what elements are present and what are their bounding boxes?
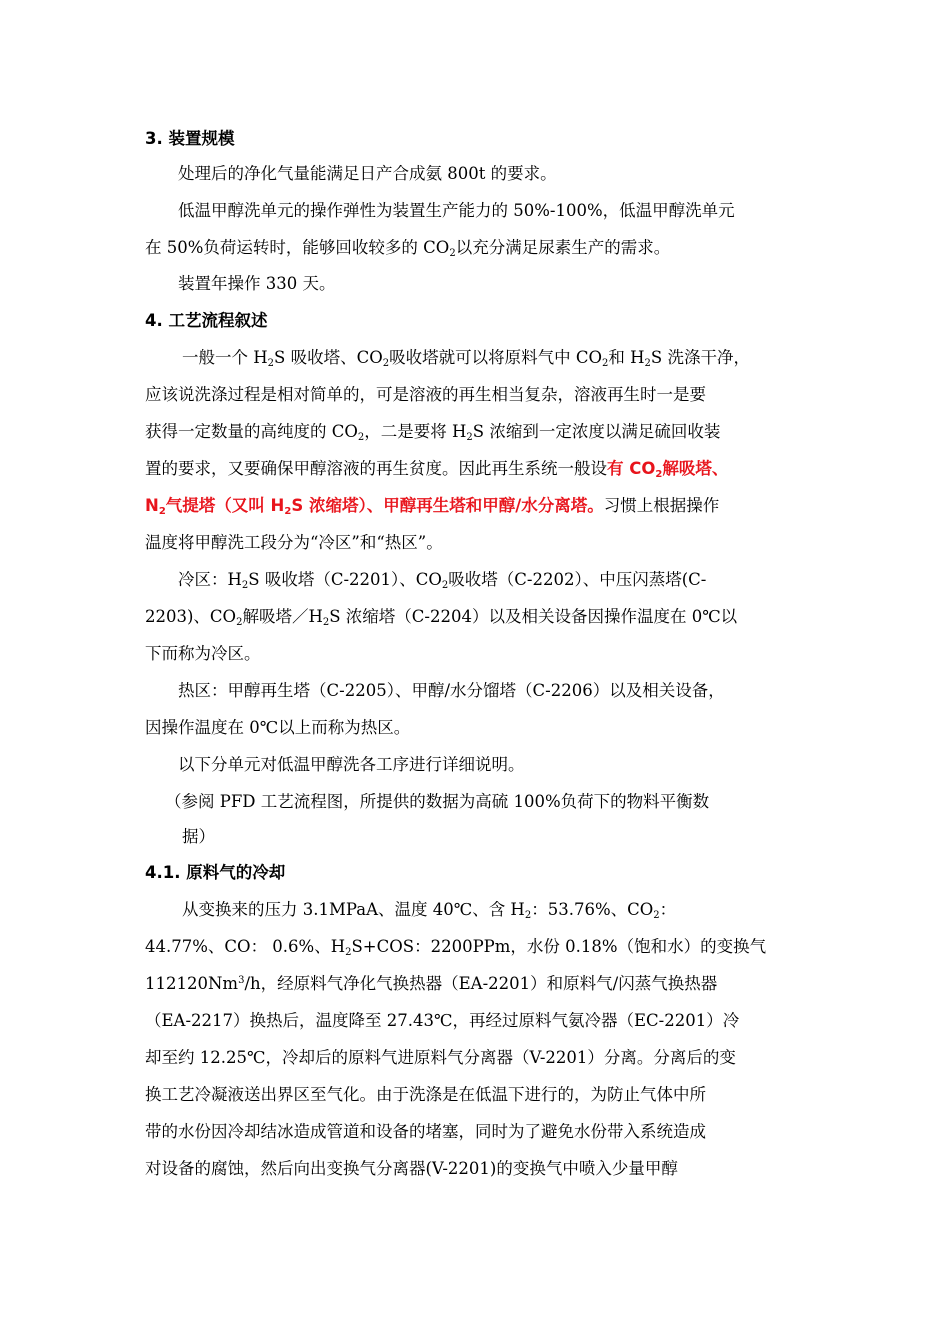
section-4-heading: 4. 工艺流程叙述 — [145, 311, 268, 330]
paragraph-line: 带的水份因冷却结冰造成管道和设备的堵塞，同时为了避免水份带入系统造成 — [145, 1122, 706, 1141]
highlight-text: $N_2$气提塔（又叫 $H_2S$ 浓缩塔）、甲醇再生塔和甲醇/水分离塔。 — [145, 496, 604, 517]
paragraph-line: 温度将甲醇洗工段分为“冷区”和“热区”。 — [145, 533, 443, 552]
hot-zone-line: 因操作温度在 0℃以上而称为热区。 — [145, 718, 411, 737]
paragraph-line: 对设备的腐蚀，然后向出变换气分离器(V-2201)的变换气中喷入少量甲醇 — [145, 1159, 678, 1178]
paragraph-line: 在 50%负荷运转时，能够回收较多的 $CO_2$以充分满足尿素生产的需求。 — [145, 238, 671, 259]
paragraph-line: 换工艺冷凝液送出界区至气化。由于洗涤是在低温下进行的，为防止气体中所 — [145, 1085, 706, 1104]
paragraph-line: 从变换来的压力 3.1MPaA、温度 40℃、含 $H_2$：53.76%、$CO_2$： — [182, 900, 677, 921]
hot-zone-line: 热区：甲醇再生塔（C-2205）、甲醇/水分馏塔（C-2206）以及相关设备， — [178, 681, 725, 700]
paragraph-line: 应该说洗涤过程是相对简单的，可是溶液的再生相当复杂，溶液再生时一是要 — [145, 385, 706, 404]
paragraph-line: 获得一定数量的高纯度的 $CO_2$，二是要将 $H_2S$ 浓缩到一定浓度以满足硫回收装 — [145, 422, 721, 443]
section-4-1-heading: 4.1. 原料气的冷却 — [145, 863, 286, 882]
paragraph-line: （EA-2217）换热后，温度降至 27.43℃，再经过原料气氨冷器（EC-2201）冷 — [145, 1011, 740, 1030]
paragraph-line: 一般一个 $H_2S$ 吸收塔、$CO_2$吸收塔就可以将原料气中 $CO_2$和 $H_2S$ 洗涤干净， — [182, 348, 750, 369]
section-3-heading: 3. 装置规模 — [145, 129, 235, 148]
highlight-text: 有 $CO_2$解吸塔、 — [607, 459, 729, 480]
cold-zone-line: 下而称为冷区。 — [145, 644, 261, 663]
note-line: 据） — [182, 827, 215, 846]
intro-line: 以下分单元对低温甲醇洗各工序进行详细说明。 — [178, 755, 525, 774]
paragraph: 处理后的净化气量能满足日产合成氨 800t 的要求。 — [178, 164, 557, 183]
paragraph-line: 却至约 12.25℃，冷却后的原料气进原料气分离器（V-2201）分离。分离后的变 — [145, 1048, 736, 1067]
cold-zone-line: 2203)、$CO_2$解吸塔$/H_2S$ 浓缩塔（C-2204）以及相关设备因操作温度在 0℃以 — [145, 607, 738, 628]
cold-zone-line: 冷区：$H_2S$ 吸收塔（C-2201）、$CO_2$吸收塔（C-2202）、中压闪蒸塔(C- — [178, 570, 707, 591]
paragraph: 装置年操作 330 天。 — [178, 274, 336, 293]
paragraph-line: 112120Nm$^3$/h，经原料气净化气换热器（EA-2201）和原料气/闪蒸气换热器 — [145, 974, 718, 993]
paragraph-line: 44.77%、CO： 0.6%、$H_2S+COS$：2200PPm，水份 0.18%（饱和水）的变换气 — [145, 937, 767, 958]
note-line: （参阅 PFD 工艺流程图，所提供的数据为高硫 100%负荷下的物料平衡数 — [165, 792, 710, 811]
paragraph-line: 置的要求，又要确保甲醇溶液的再生贫度。因此再生系统一般设有 $CO_2$解吸塔、 — [145, 459, 729, 480]
paragraph: 低温甲醇洗单元的操作弹性为装置生产能力的 50%-100%，低温甲醇洗单元 — [178, 201, 735, 220]
paragraph-line: $N_2$气提塔（又叫 $H_2S$ 浓缩塔）、甲醇再生塔和甲醇/水分离塔。习惯上根据操作 — [145, 496, 720, 517]
